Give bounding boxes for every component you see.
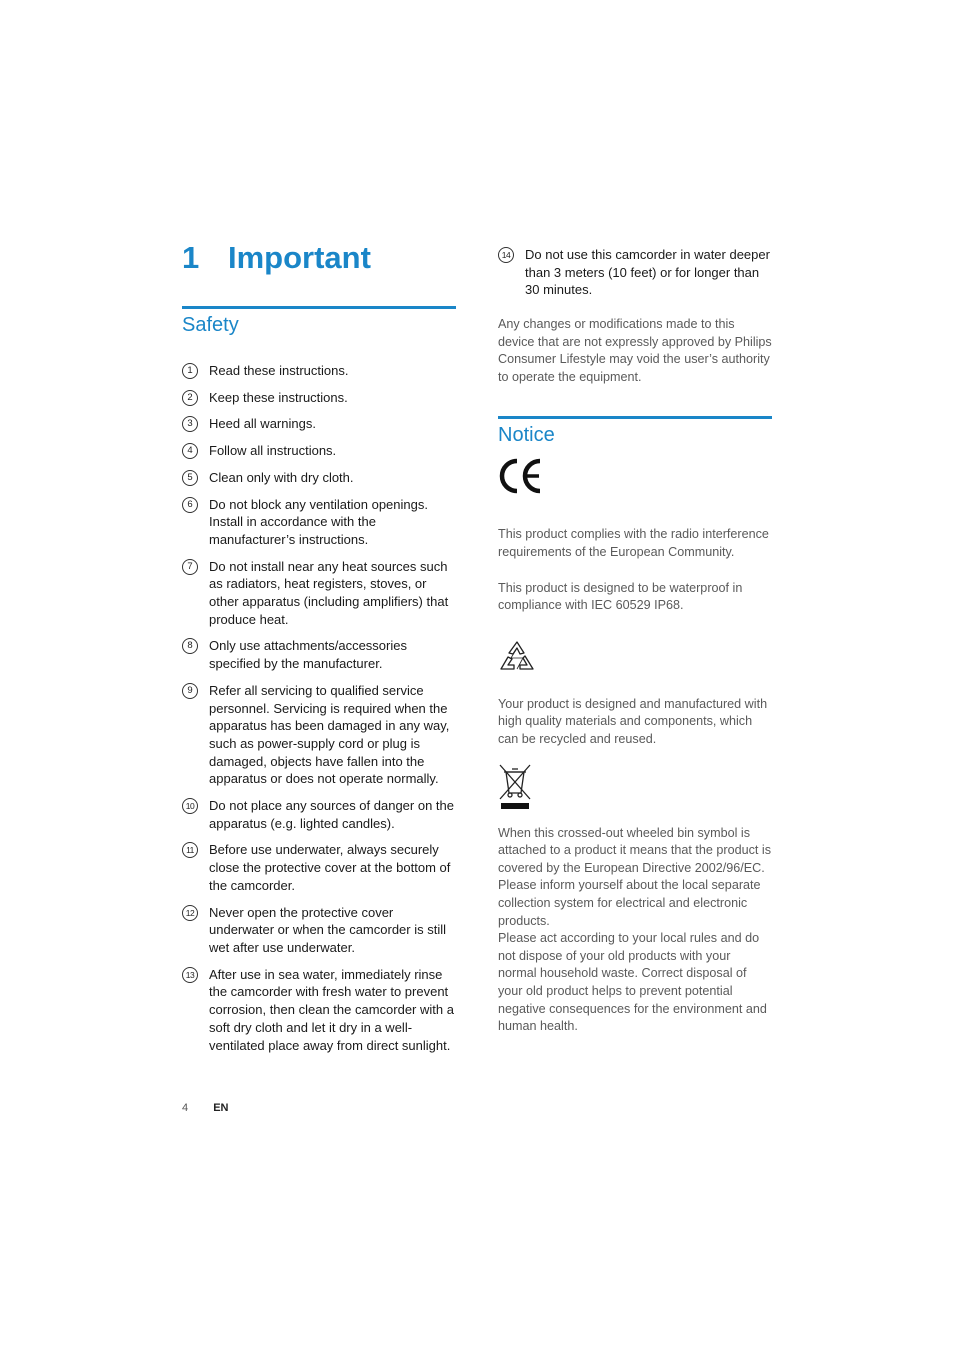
crossed-bin-icon: [498, 763, 772, 811]
right-column: [498, 246, 772, 1036]
safety-item: [182, 558, 456, 629]
safety-item: [182, 415, 456, 433]
item-text: Do not block any ventilation openings. Install in accordance with the manufacturer’s instructions.: [209, 496, 428, 547]
safety-item: [498, 246, 772, 299]
language-code: EN: [213, 1102, 229, 1114]
item-text: Before use underwater, always securely close the protective cover at the bottom of the camcorder.: [209, 842, 451, 893]
left-column: [182, 240, 456, 1063]
safety-list-continued: [498, 246, 772, 299]
item-number-badge: 14: [498, 247, 514, 263]
item-number-badge: 4: [182, 443, 198, 459]
item-number-badge: 10: [182, 798, 198, 814]
item-text: Only use attachments/accessories specified by the manufacturer.: [209, 638, 407, 672]
safety-item: [182, 966, 456, 1055]
item-text: Never open the protective cover underwater or when the camcorder is still wet after use underwater.: [209, 904, 446, 955]
ce-compliance-text: This product complies with the radio interference requirements of the European Community.: [498, 527, 769, 560]
chapter-title: Important: [228, 240, 371, 275]
item-number-badge: 2: [182, 390, 198, 406]
item-text: After use in sea water, immediately rinse the camcorder with fresh water to prevent corrosion, then clean the camcorder with a soft dry cloth and let it dry in a well-ventilated place away from direct sunlight.: [209, 966, 454, 1053]
safety-item: [182, 469, 456, 487]
item-text: Heed all warnings.: [209, 416, 316, 432]
page-number: 4: [182, 1102, 189, 1114]
safety-item: [182, 442, 456, 460]
weee-text: When this crossed-out wheeled bin symbol is attached to a product it means that the product is covered by the European Directive 2002/96/EC. Please inform yourself about the local separate collection system for electrical and electronic products. Please act according to your local rules and do not dispose of your old products with your normal household waste. Correct disposal of your old product helps to prevent potential negative consequences for the environment and human health.: [498, 825, 772, 1034]
item-number-badge: 8: [182, 638, 198, 654]
page-footer: [182, 1102, 228, 1114]
safety-heading: Safety: [182, 314, 239, 336]
recycle-text: Your product is designed and manufactured with high quality materials and components, which can be recycled and reused.: [498, 696, 768, 747]
section-rule: [182, 306, 456, 309]
notice-heading: Notice: [498, 424, 555, 447]
item-number-badge: 9: [182, 683, 198, 699]
safety-item: [182, 362, 456, 380]
safety-item: [182, 904, 456, 957]
chapter-number: 1: [182, 240, 200, 275]
item-text: Do not install near any heat sources such as radiators, heat registers, stoves, or other apparatus (including amplifiers) that produce heat.: [209, 558, 449, 627]
item-number-badge: 12: [182, 905, 198, 921]
safety-item: [182, 682, 456, 788]
item-number-badge: 11: [182, 842, 198, 858]
modification-note: Any changes or modifications made to this device that are not expressly approved by Philips Consumer Lifestyle may void the user’s authority to operate the equipment.: [498, 317, 772, 384]
item-text: Clean only with dry cloth.: [209, 469, 354, 485]
item-number-badge: 6: [182, 497, 198, 513]
section-rule: [498, 416, 772, 419]
item-number-badge: 5: [182, 470, 198, 486]
item-text: Keep these instructions.: [209, 389, 348, 405]
item-text: Read these instructions.: [209, 363, 349, 378]
safety-list: [182, 362, 456, 1054]
item-number-badge: 3: [182, 416, 198, 432]
item-number-badge: 7: [182, 559, 198, 575]
item-text: Follow all instructions.: [209, 443, 337, 459]
item-number-badge: 13: [182, 967, 198, 983]
safety-item: [182, 389, 456, 407]
item-number-badge: 1: [182, 363, 198, 379]
item-text: Do not use this camcorder in water deeper than 3 meters (10 feet) or for longer than 30 minutes.: [525, 247, 770, 298]
safety-item: [182, 797, 456, 832]
safety-item: [182, 496, 456, 549]
recycle-icon: [498, 639, 772, 679]
safety-item: [182, 637, 456, 672]
ce-mark-icon: [498, 457, 772, 497]
item-text: Refer all servicing to qualified service personnel. Servicing is required when the apparatus has been damaged in any way, such as power-supply cord or plug is damaged, objects have fallen into the apparatus or does not operate normally.: [209, 682, 450, 787]
item-text: Do not place any sources of danger on the apparatus (e.g. lighted candles).: [209, 798, 454, 831]
waterproof-text: This product is designed to be waterproof in compliance with IEC 60529 IP68.: [498, 580, 743, 613]
safety-item: [182, 841, 456, 894]
chapter-heading: [182, 240, 456, 280]
